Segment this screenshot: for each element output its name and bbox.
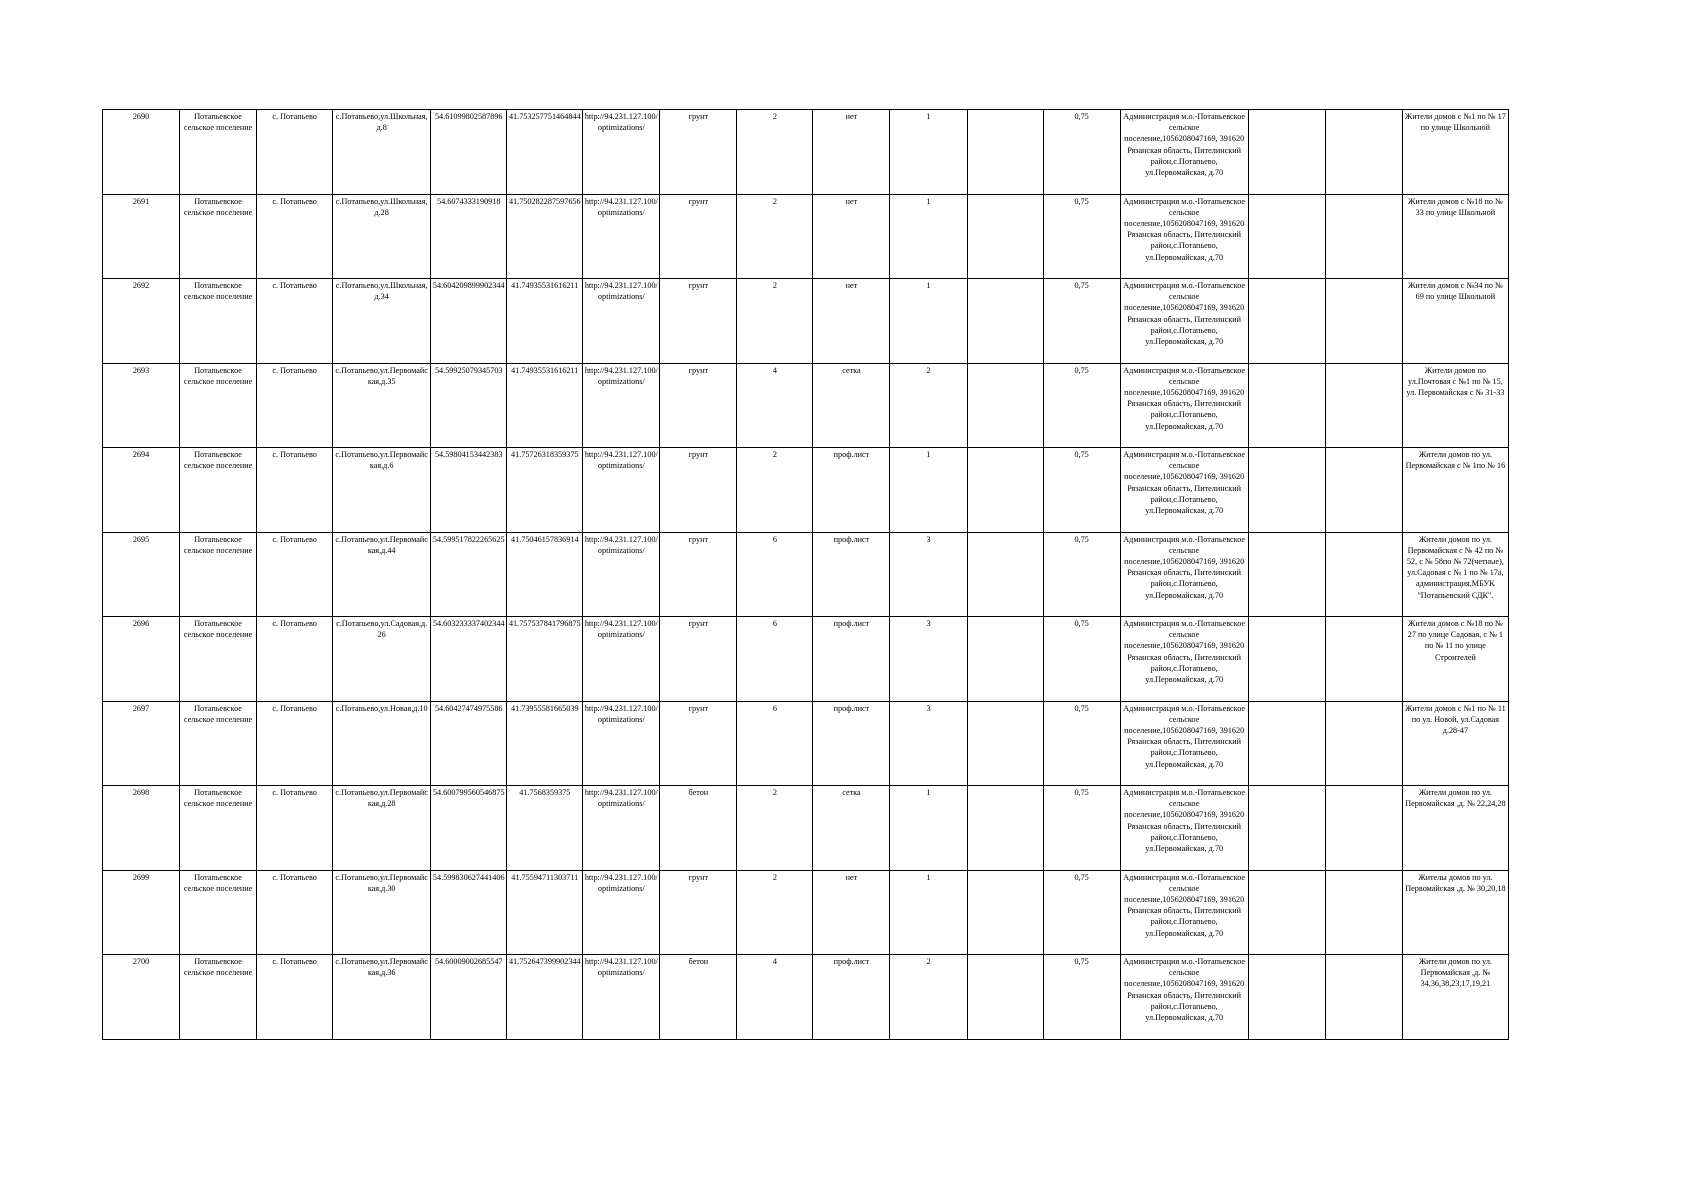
cell-settlement: Потапьевское сельское поселение bbox=[180, 532, 257, 617]
cell-volume: 0,75 bbox=[1043, 786, 1120, 871]
cell-area: 4 bbox=[737, 363, 813, 448]
cell-empty1 bbox=[967, 194, 1043, 279]
cell-lat: 54.600799560546875 bbox=[431, 786, 507, 871]
cell-containers: 1 bbox=[890, 786, 967, 871]
cell-owner: Администрация м.о.-Потапьевское сельское поселение,1056208047169, 391620 Рязанская область, Пителинский район,с.Потапьево, ул.Первомайская, д.70 bbox=[1120, 955, 1248, 1040]
registry-table bbox=[102, 109, 1509, 1040]
cell-num: 2699 bbox=[103, 870, 180, 955]
cell-containers: 1 bbox=[890, 194, 967, 279]
cell-lon: 41.750282287597656 bbox=[507, 194, 583, 279]
cell-place: с. Потапьево bbox=[257, 279, 333, 364]
cell-url: http://94.231.127.100/optimizations/ bbox=[583, 701, 660, 786]
cell-surface: грунт bbox=[660, 448, 737, 533]
cell-address: с.Потапьево,ул.Первомайская,д.36 bbox=[333, 955, 431, 1040]
cell-place: с. Потапьево bbox=[257, 870, 333, 955]
cell-place: с. Потапьево bbox=[257, 786, 333, 871]
cell-users: Жители домов с №1 по № 17 по улице Школьной bbox=[1402, 110, 1508, 195]
cell-num: 2692 bbox=[103, 279, 180, 364]
table-row bbox=[103, 363, 1509, 448]
cell-lat: 54.59804153442383 bbox=[431, 448, 507, 533]
cell-settlement: Потапьевское сельское поселение bbox=[180, 786, 257, 871]
cell-url: http://94.231.127.100/optimizations/ bbox=[583, 110, 660, 195]
cell-containers: 1 bbox=[890, 279, 967, 364]
registry-table-page bbox=[102, 109, 1509, 1040]
cell-fence: сетка bbox=[813, 363, 890, 448]
cell-users: Жители домов по ул. Первомайская с № 1по № 16 bbox=[1402, 448, 1508, 533]
cell-lon: 41.75726318359375 bbox=[507, 448, 583, 533]
cell-containers: 3 bbox=[890, 701, 967, 786]
cell-empty3 bbox=[1325, 786, 1402, 871]
cell-volume: 0,75 bbox=[1043, 279, 1120, 364]
cell-place: с. Потапьево bbox=[257, 448, 333, 533]
cell-area: 6 bbox=[737, 532, 813, 617]
cell-address: с.Потапьево,ул.Первомайская,д.30 bbox=[333, 870, 431, 955]
table-row bbox=[103, 532, 1509, 617]
cell-empty1 bbox=[967, 870, 1043, 955]
cell-empty2 bbox=[1248, 448, 1325, 533]
cell-owner: Администрация м.о.-Потапьевское сельское поселение,1056208047169, 391620 Рязанская область, Пителинский район,с.Потапьево, ул.Первомайская, д.70 bbox=[1120, 532, 1248, 617]
cell-empty2 bbox=[1248, 110, 1325, 195]
cell-owner: Администрация м.о.-Потапьевское сельское поселение,1056208047169, 391620 Рязанская область, Пителинский район,с.Потапьево, ул.Первомайская, д.70 bbox=[1120, 870, 1248, 955]
cell-containers: 3 bbox=[890, 617, 967, 702]
cell-lon: 41.7568359375 bbox=[507, 786, 583, 871]
cell-num: 2694 bbox=[103, 448, 180, 533]
cell-fence: нет bbox=[813, 870, 890, 955]
cell-fence: нет bbox=[813, 110, 890, 195]
cell-url: http://94.231.127.100/optimizations/ bbox=[583, 194, 660, 279]
cell-area: 2 bbox=[737, 786, 813, 871]
cell-url: http://94.231.127.100/optimizations/ bbox=[583, 617, 660, 702]
cell-lat: 54.60427474975586 bbox=[431, 701, 507, 786]
cell-fence: сетка bbox=[813, 786, 890, 871]
cell-lon: 41.75594711303711 bbox=[507, 870, 583, 955]
cell-lat: 54.599517822265625 bbox=[431, 532, 507, 617]
cell-owner: Администрация м.о.-Потапьевское сельское поселение,1056208047169, 391620 Рязанская область, Пителинский район,с.Потапьево, ул.Первомайская, д.70 bbox=[1120, 363, 1248, 448]
cell-lon: 41.74935531616211 bbox=[507, 279, 583, 364]
cell-empty3 bbox=[1325, 363, 1402, 448]
cell-volume: 0,75 bbox=[1043, 617, 1120, 702]
cell-address: с.Потапьево,ул.Первомайская,д.44 bbox=[333, 532, 431, 617]
cell-owner: Администрация м.о.-Потапьевское сельское поселение,1056208047169, 391620 Рязанская область, Пителинский район,с.Потапьево, ул.Первомайская, д.70 bbox=[1120, 786, 1248, 871]
cell-area: 2 bbox=[737, 279, 813, 364]
cell-fence: проф.лист bbox=[813, 448, 890, 533]
cell-empty3 bbox=[1325, 701, 1402, 786]
table-row bbox=[103, 870, 1509, 955]
cell-num: 2697 bbox=[103, 701, 180, 786]
cell-containers: 3 bbox=[890, 532, 967, 617]
table-row bbox=[103, 110, 1509, 195]
cell-url: http://94.231.127.100/optimizations/ bbox=[583, 279, 660, 364]
cell-num: 2695 bbox=[103, 532, 180, 617]
table-row bbox=[103, 701, 1509, 786]
cell-area: 6 bbox=[737, 617, 813, 702]
cell-empty3 bbox=[1325, 279, 1402, 364]
cell-owner: Администрация м.о.-Потапьевское сельское поселение,1056208047169, 391620 Рязанская область, Пителинский район,с.Потапьево, ул.Первомайская, д.70 bbox=[1120, 701, 1248, 786]
cell-place: с. Потапьево bbox=[257, 110, 333, 195]
cell-fence: проф.лист bbox=[813, 617, 890, 702]
cell-num: 2698 bbox=[103, 786, 180, 871]
cell-url: http://94.231.127.100/optimizations/ bbox=[583, 448, 660, 533]
cell-address: с.Потапьево,ул.Новая,д.10 bbox=[333, 701, 431, 786]
cell-surface: грунт bbox=[660, 363, 737, 448]
cell-num: 2700 bbox=[103, 955, 180, 1040]
cell-empty1 bbox=[967, 786, 1043, 871]
table-row bbox=[103, 955, 1509, 1040]
cell-lon: 41.757537841796875 bbox=[507, 617, 583, 702]
cell-address: с.Потапьево,ул.Первомайская,д.28 bbox=[333, 786, 431, 871]
cell-area: 2 bbox=[737, 110, 813, 195]
cell-area: 6 bbox=[737, 701, 813, 786]
cell-owner: Администрация м.о.-Потапьевское сельское поселение,1056208047169, 391620 Рязанская область, Пителинский район,с.Потапьево, ул.Первомайская, д.70 bbox=[1120, 448, 1248, 533]
cell-lon: 41.73955581665039 bbox=[507, 701, 583, 786]
cell-surface: грунт bbox=[660, 279, 737, 364]
cell-lat: 54.61099802587896 bbox=[431, 110, 507, 195]
cell-lon: 41.753257751464844 bbox=[507, 110, 583, 195]
cell-settlement: Потапьевское сельское поселение bbox=[180, 617, 257, 702]
cell-users: Жители домов по ул.Почтовая с №1 по № 15, ул. Первомайская с № 31-33 bbox=[1402, 363, 1508, 448]
cell-containers: 1 bbox=[890, 870, 967, 955]
cell-surface: грунт bbox=[660, 110, 737, 195]
cell-volume: 0,75 bbox=[1043, 955, 1120, 1040]
cell-num: 2696 bbox=[103, 617, 180, 702]
cell-owner: Администрация м.о.-Потапьевское сельское поселение,1056208047169, 391620 Рязанская область, Пителинский район,с.Потапьево, ул.Первомайская, д.70 bbox=[1120, 617, 1248, 702]
cell-lat: 54.59925079345703 bbox=[431, 363, 507, 448]
cell-area: 2 bbox=[737, 448, 813, 533]
cell-settlement: Потапьевское сельское поселение bbox=[180, 701, 257, 786]
cell-lon: 41.74935531616211 bbox=[507, 363, 583, 448]
cell-empty2 bbox=[1248, 701, 1325, 786]
cell-lat: 54.604209899902344 bbox=[431, 279, 507, 364]
cell-settlement: Потапьевское сельское поселение bbox=[180, 955, 257, 1040]
cell-empty2 bbox=[1248, 279, 1325, 364]
table-row bbox=[103, 617, 1509, 702]
cell-place: с. Потапьево bbox=[257, 194, 333, 279]
cell-empty1 bbox=[967, 448, 1043, 533]
cell-lat: 54.60009002685547 bbox=[431, 955, 507, 1040]
cell-url: http://94.231.127.100/optimizations/ bbox=[583, 532, 660, 617]
cell-settlement: Потапьевское сельское поселение bbox=[180, 448, 257, 533]
cell-containers: 1 bbox=[890, 448, 967, 533]
cell-users: Жители домов по ул. Первомайская с № 42 по № 52, с № 58по № 72(четные), ул.Садовая с № 1 по № 17а, администрация,МБУК "Потапьевский СДК". bbox=[1402, 532, 1508, 617]
cell-lon: 41.752647399902344 bbox=[507, 955, 583, 1040]
cell-empty3 bbox=[1325, 532, 1402, 617]
cell-owner: Администрация м.о.-Потапьевское сельское поселение,1056208047169, 391620 Рязанская область, Пителинский район,с.Потапьево, ул.Первомайская, д.70 bbox=[1120, 110, 1248, 195]
table-row bbox=[103, 448, 1509, 533]
cell-owner: Администрация м.о.-Потапьевское сельское поселение,1056208047169, 391620 Рязанская область, Пителинский район,с.Потапьево, ул.Первомайская, д.70 bbox=[1120, 194, 1248, 279]
cell-settlement: Потапьевское сельское поселение bbox=[180, 870, 257, 955]
cell-url: http://94.231.127.100/optimizations/ bbox=[583, 786, 660, 871]
cell-url: http://94.231.127.100/optimizations/ bbox=[583, 955, 660, 1040]
cell-empty3 bbox=[1325, 448, 1402, 533]
cell-area: 2 bbox=[737, 870, 813, 955]
cell-fence: проф.лист bbox=[813, 701, 890, 786]
cell-empty1 bbox=[967, 955, 1043, 1040]
cell-empty1 bbox=[967, 363, 1043, 448]
cell-num: 2690 bbox=[103, 110, 180, 195]
cell-area: 2 bbox=[737, 194, 813, 279]
cell-empty2 bbox=[1248, 786, 1325, 871]
cell-users: Жителы домов по ул. Первомайская ,д. № 30,20,18 bbox=[1402, 870, 1508, 955]
cell-url: http://94.231.127.100/optimizations/ bbox=[583, 363, 660, 448]
table-row bbox=[103, 194, 1509, 279]
cell-address: с.Потапьево,ул.Школьная,д.34 bbox=[333, 279, 431, 364]
cell-volume: 0,75 bbox=[1043, 532, 1120, 617]
cell-volume: 0,75 bbox=[1043, 194, 1120, 279]
cell-users: Жители домов по ул. Первомайская ,д. № 34,36,38,23,17,19,21 bbox=[1402, 955, 1508, 1040]
cell-surface: грунт bbox=[660, 701, 737, 786]
cell-users: Жители домов с №18 по № 27 по улице Садовая, с № 1 по № 11 по улице Строителей bbox=[1402, 617, 1508, 702]
cell-empty3 bbox=[1325, 194, 1402, 279]
cell-settlement: Потапьевское сельское поселение bbox=[180, 363, 257, 448]
cell-empty3 bbox=[1325, 870, 1402, 955]
cell-empty3 bbox=[1325, 110, 1402, 195]
cell-surface: грунт bbox=[660, 194, 737, 279]
cell-empty2 bbox=[1248, 363, 1325, 448]
cell-empty1 bbox=[967, 110, 1043, 195]
cell-place: с. Потапьево bbox=[257, 532, 333, 617]
cell-empty2 bbox=[1248, 617, 1325, 702]
cell-place: с. Потапьево bbox=[257, 617, 333, 702]
cell-lat: 54.599830627441406 bbox=[431, 870, 507, 955]
cell-surface: грунт bbox=[660, 617, 737, 702]
cell-volume: 0,75 bbox=[1043, 701, 1120, 786]
cell-users: Жители домов с №34 по № 69 по улице Школьной bbox=[1402, 279, 1508, 364]
cell-volume: 0,75 bbox=[1043, 448, 1120, 533]
cell-users: Жители домов с №18 по № 33 по улице Школьной bbox=[1402, 194, 1508, 279]
cell-owner: Администрация м.о.-Потапьевское сельское поселение,1056208047169, 391620 Рязанская область, Пителинский район,с.Потапьево, ул.Первомайская, д.70 bbox=[1120, 279, 1248, 364]
cell-containers: 1 bbox=[890, 110, 967, 195]
cell-fence: нет bbox=[813, 279, 890, 364]
cell-settlement: Потапьевское сельское поселение bbox=[180, 279, 257, 364]
cell-address: с.Потапьево,ул.Школьная,д.8 bbox=[333, 110, 431, 195]
cell-empty1 bbox=[967, 701, 1043, 786]
cell-empty1 bbox=[967, 617, 1043, 702]
cell-place: с. Потапьево bbox=[257, 701, 333, 786]
cell-settlement: Потапьевское сельское поселение bbox=[180, 194, 257, 279]
cell-users: Жители домов с №1 по № 11 по ул. Новой, ул.Садовая д.28-47 bbox=[1402, 701, 1508, 786]
cell-volume: 0,75 bbox=[1043, 870, 1120, 955]
cell-address: с.Потапьево,ул.Садовая,д.26 bbox=[333, 617, 431, 702]
cell-url: http://94.231.127.100/optimizations/ bbox=[583, 870, 660, 955]
cell-fence: проф.лист bbox=[813, 532, 890, 617]
cell-users: Жители домов по ул. Первомайская ,д. № 22,24,28 bbox=[1402, 786, 1508, 871]
cell-num: 2691 bbox=[103, 194, 180, 279]
cell-surface: грунт bbox=[660, 532, 737, 617]
cell-num: 2693 bbox=[103, 363, 180, 448]
cell-empty3 bbox=[1325, 617, 1402, 702]
cell-empty2 bbox=[1248, 955, 1325, 1040]
cell-place: с. Потапьево bbox=[257, 363, 333, 448]
cell-empty2 bbox=[1248, 532, 1325, 617]
cell-settlement: Потапьевское сельское поселение bbox=[180, 110, 257, 195]
cell-containers: 2 bbox=[890, 955, 967, 1040]
table-row bbox=[103, 786, 1509, 871]
cell-empty1 bbox=[967, 532, 1043, 617]
cell-area: 4 bbox=[737, 955, 813, 1040]
cell-lon: 41.75046157836914 bbox=[507, 532, 583, 617]
cell-lat: 54.6074333190918 bbox=[431, 194, 507, 279]
cell-lat: 54.603233337402344 bbox=[431, 617, 507, 702]
cell-volume: 0,75 bbox=[1043, 110, 1120, 195]
cell-address: с.Потапьево,ул.Школьная,д.28 bbox=[333, 194, 431, 279]
table-body bbox=[103, 110, 1509, 1040]
cell-place: с. Потапьево bbox=[257, 955, 333, 1040]
cell-empty2 bbox=[1248, 870, 1325, 955]
cell-volume: 0,75 bbox=[1043, 363, 1120, 448]
cell-empty2 bbox=[1248, 194, 1325, 279]
cell-fence: нет bbox=[813, 194, 890, 279]
cell-address: с.Потапьево,ул.Первомайская,д.35 bbox=[333, 363, 431, 448]
cell-containers: 2 bbox=[890, 363, 967, 448]
cell-empty3 bbox=[1325, 955, 1402, 1040]
cell-surface: грунт bbox=[660, 870, 737, 955]
cell-empty1 bbox=[967, 279, 1043, 364]
cell-surface: бетон bbox=[660, 786, 737, 871]
cell-fence: проф.лист bbox=[813, 955, 890, 1040]
cell-surface: бетон bbox=[660, 955, 737, 1040]
cell-address: с.Потапьево,ул.Первомайская,д.6 bbox=[333, 448, 431, 533]
table-row bbox=[103, 279, 1509, 364]
